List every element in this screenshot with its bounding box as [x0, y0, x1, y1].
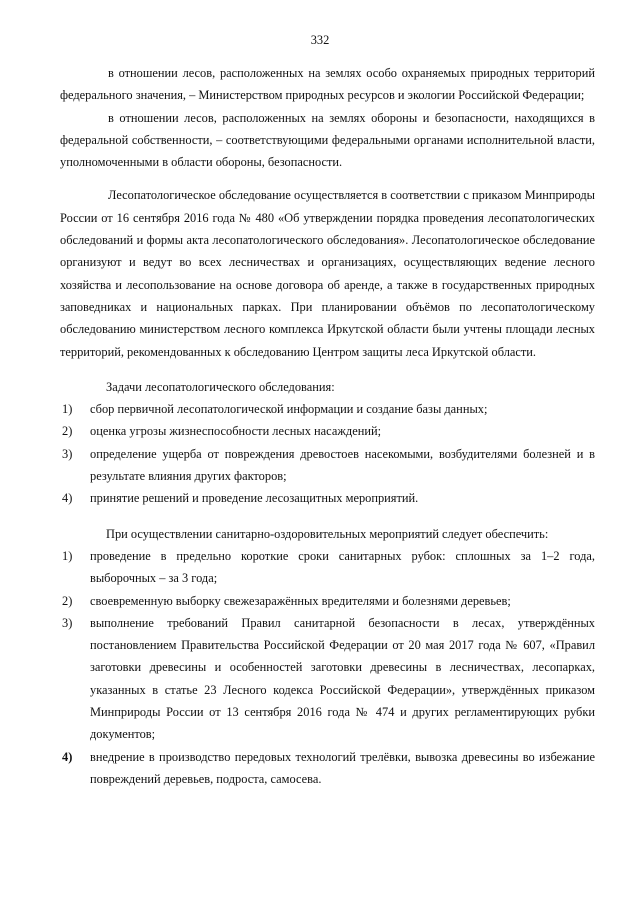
- intro-paragraph-1: в отношении лесов, расположенных на землях особо охраняемых природных территорий федерального значения, – Министерством природных ресурсов и экологии Российской Федерации;: [60, 66, 595, 103]
- list-item-text: оценка угрозы жизнеспособности лесных насаждений;: [90, 424, 382, 439]
- list-item-text: определение ущерба от повреждения древостоев насекомыми, возбудителями болезней и в результате влияния других факторов;: [90, 446, 595, 484]
- intro-paragraph-2: в отношении лесов, расположенных на землях обороны и безопасности, находящихся в федеральной собственности, – соответствующими федеральными органами исполнительной власти, уполномоченными в области обороны, безопасности.: [60, 110, 595, 170]
- list-item-text: принятие решений и проведение лесозащитных мероприятий.: [90, 491, 419, 506]
- list-item-number: 1): [62, 402, 73, 417]
- page-number: 332: [310, 33, 330, 47]
- list-item: [60, 398, 595, 420]
- list-item: [60, 612, 595, 746]
- list-item: [60, 443, 595, 488]
- sanitary-heading: При осуществлении санитарно-оздоровительных мероприятий следует обеспечить:: [106, 526, 549, 541]
- list-item-text: выполнение требований Правил санитарной безопасности в лесах, утверждённых постановлением Правительства Российской Федерации от 20 мая 2017 года № 607, «Правил заготовки древесины и особенностей заготовки древесины в лесничествах, лесопарках, указанных в статье 23 Лесного кодекса Российской Федерации», утверждённых приказом Минприроды России от 13 сентября 2016 года № 474 и других регламентирующих рубки документов;: [90, 615, 595, 742]
- list-item: [60, 746, 595, 791]
- list-item-number: 3): [62, 446, 73, 461]
- tasks-list: [60, 398, 595, 509]
- sanitary-list: [60, 545, 595, 790]
- list-item: [60, 590, 595, 612]
- list-item-text: внедрение в производство передовых технологий трелёвки, вывозка древесины во избежание повреждений деревьев, подроста, самосева.: [90, 749, 595, 786]
- tasks-heading: Задачи лесопатологического обследования:: [106, 379, 335, 394]
- list-item-text: проведение в предельно короткие сроки санитарных рубок: сплошных за 1–2 года, выборочных – за 3 года;: [90, 548, 595, 586]
- list-item-number: 4): [62, 749, 73, 764]
- list-item-number: 1): [62, 548, 73, 563]
- list-item-text: своевременную выборку свежезаражённых вредителями и болезнями деревьев;: [90, 593, 511, 608]
- list-item: [60, 545, 595, 590]
- main-paragraph: Лесопатологическое обследование осуществляется в соответствии с приказом Минприроды России от 16 сентября 2016 года № 480 «Об утверждении порядка проведения лесопатологических обследований и формы акта лесопатологического обследования». Лесопатологическое обследование организуют и ведут во всех лесничествах и организациях, осуществляющих ведение лесного хозяйства и лесопользование на основе договора об аренде, а также в государственных природных заповедниках и национальных парках. При планировании объёмов по лесопатологическому обследованию министерством лесного комплекса Иркутской области были учтены площади лесных территорий, рекомендованных к обследованию Центром защиты леса Иркутской области.: [60, 188, 595, 359]
- list-item: [60, 420, 595, 442]
- list-item-number: 2): [62, 593, 73, 608]
- list-item-number: 2): [62, 424, 73, 439]
- list-item-number: 3): [62, 615, 73, 630]
- list-item-number: 4): [62, 491, 73, 506]
- list-item: [60, 487, 595, 509]
- document-body: [60, 62, 595, 790]
- list-item-text: сбор первичной лесопатологической информации и создание базы данных;: [90, 402, 488, 417]
